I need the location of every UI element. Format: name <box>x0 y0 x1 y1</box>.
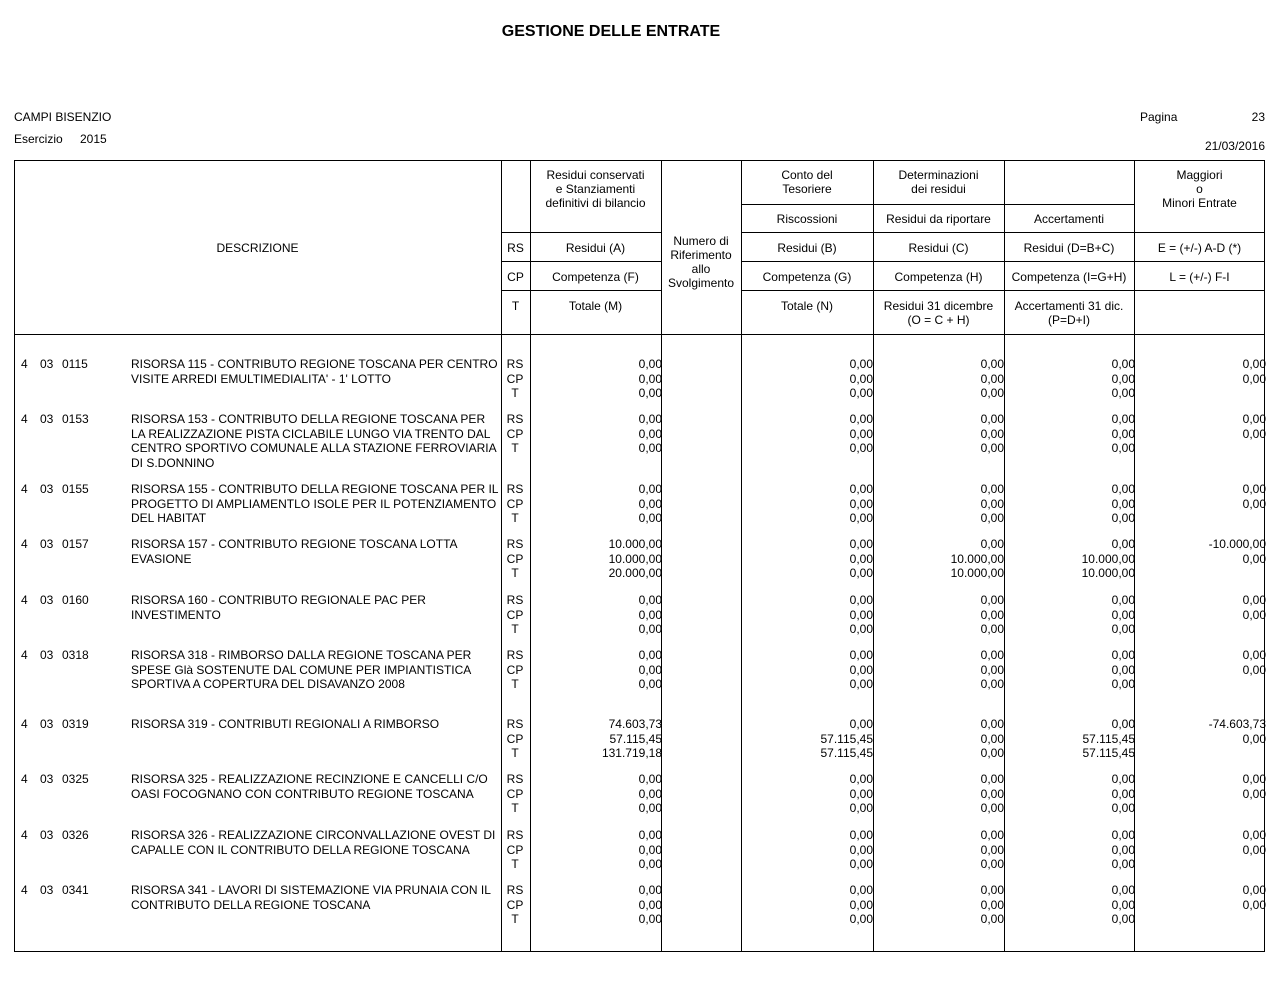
header-numero-line: Riferimento <box>670 248 732 262</box>
row-value-c: 0,00 <box>980 828 1004 842</box>
header-col-c-t-line: Residui 31 dicembre <box>883 299 994 313</box>
row-value-a: 0,00 <box>638 662 662 677</box>
header-col-e-line: o <box>1196 182 1203 196</box>
row-value-d: 0,00 <box>1111 883 1135 897</box>
row-code-titolo: 4 <box>21 772 28 786</box>
row-type-label: T <box>511 441 519 456</box>
row-code-categoria: 03 <box>40 883 54 897</box>
header-col-c-cp: Competenza (H) <box>894 270 983 284</box>
row-value-b: 0,00 <box>849 801 873 816</box>
report-title: GESTIONE DELLE ENTRATE <box>501 23 721 40</box>
row-code-categoria: 03 <box>40 648 54 662</box>
header-col-d-rs: Residui (D=B+C) <box>1023 241 1115 255</box>
row-value-b: 0,00 <box>849 371 873 386</box>
row-code-titolo: 4 <box>21 828 28 842</box>
row-value-a: 0,00 <box>638 357 662 371</box>
row-value-c: 0,00 <box>980 482 1004 496</box>
row-value-b: 0,00 <box>849 842 873 857</box>
row-value-b: 0,00 <box>849 482 873 496</box>
header-numero-riferimento <box>661 234 741 290</box>
row-value-c: 0,00 <box>980 496 1004 511</box>
row-description: RISORSA 341 - LAVORI DI SISTEMAZIONE VIA PRUNAIA CON IL CONTRIBUTO DELLA REGIONE TOSCANA <box>131 883 491 912</box>
header-line <box>741 261 1265 262</box>
row-code-categoria: 03 <box>40 772 54 786</box>
row-value-c: 0,00 <box>980 386 1004 401</box>
row-value-c: 0,00 <box>980 772 1004 786</box>
header-col-d-sub: Accertamenti <box>1033 212 1105 226</box>
row-code-risorsa: 0325 <box>62 772 89 786</box>
row-type-label: CP <box>506 786 524 801</box>
row-code-risorsa: 0341 <box>62 883 89 897</box>
row-code-titolo: 4 <box>21 883 28 897</box>
row-description: RISORSA 155 - CONTRIBUTO DELLA REGIONE TOSCANA PER IL PROGETTO DI AMPLIAMENTLO ISOLE PER IL POTENZIAMENTO DEL HABITAT <box>131 482 499 526</box>
row-value-d: 0,00 <box>1111 371 1135 386</box>
header-line <box>501 261 661 262</box>
row-value-a: 57.115,45 <box>609 731 662 746</box>
row-code-categoria: 03 <box>40 357 54 371</box>
row-type-label: T <box>511 801 519 816</box>
row-type-label: T <box>511 746 519 761</box>
row-code-risorsa: 0153 <box>62 412 89 426</box>
row-value-a: 0,00 <box>638 883 662 897</box>
row-value-a: 0,00 <box>638 441 662 456</box>
row-description: RISORSA 319 - CONTRIBUTI REGIONALI A RIMBORSO <box>131 717 440 731</box>
pagina-number: 23 <box>1251 110 1265 124</box>
header-col-d-t-line: Accertamenti 31 dic. <box>1014 299 1124 313</box>
row-value-a: 0,00 <box>638 607 662 622</box>
row-type-label: T <box>511 622 519 637</box>
row-type-label: CP <box>506 842 524 857</box>
row-value-d: 0,00 <box>1111 912 1135 927</box>
row-value-a: 0,00 <box>638 371 662 386</box>
row-value-c: 0,00 <box>980 593 1004 607</box>
row-value-a: 0,00 <box>638 677 662 692</box>
header-col-c-t <box>873 299 1004 327</box>
row-value-d: 0,00 <box>1111 828 1135 842</box>
header-line <box>741 232 1265 233</box>
row-value-c: 0,00 <box>980 857 1004 872</box>
header-col-b-top <box>741 168 873 196</box>
row-code-risorsa: 0160 <box>62 593 89 607</box>
row-value-b: 0,00 <box>849 441 873 456</box>
row-value-e: 0,00 <box>1242 842 1266 857</box>
row-code-risorsa: 0157 <box>62 537 89 551</box>
row-code-categoria: 03 <box>40 828 54 842</box>
row-value-e: 0,00 <box>1242 883 1266 897</box>
row-value-b: 0,00 <box>849 897 873 912</box>
row-value-b: 0,00 <box>849 511 873 526</box>
row-type-label: T <box>511 677 519 692</box>
row-code-titolo: 4 <box>21 648 28 662</box>
row-value-b: 0,00 <box>849 537 873 551</box>
row-code-titolo: 4 <box>21 412 28 426</box>
row-value-e: -10.000,00 <box>1208 537 1266 551</box>
row-code-risorsa: 0319 <box>62 717 89 731</box>
row-value-c: 0,00 <box>980 746 1004 761</box>
row-value-e: 0,00 <box>1242 496 1266 511</box>
header-col-e-cp: L = (+/-) F-I <box>1169 270 1230 284</box>
row-value-d: 0,00 <box>1111 897 1135 912</box>
row-type-label: RS <box>506 828 524 842</box>
row-value-a: 0,00 <box>638 622 662 637</box>
row-value-a: 0,00 <box>638 496 662 511</box>
row-value-a: 0,00 <box>638 482 662 496</box>
row-code-risorsa: 0326 <box>62 828 89 842</box>
header-col-c-line: dei residui <box>911 182 966 196</box>
row-value-b: 0,00 <box>849 622 873 637</box>
row-value-a: 131.719,18 <box>601 746 662 761</box>
row-value-b: 0,00 <box>849 566 873 581</box>
header-t: T <box>511 299 520 313</box>
header-col-b-sub: Riscossioni <box>776 212 838 226</box>
header-col-b-line: Conto del <box>781 168 833 182</box>
header-col-b-rs: Residui (B) <box>777 241 837 255</box>
row-value-d: 0,00 <box>1111 842 1135 857</box>
row-value-e: 0,00 <box>1242 426 1266 441</box>
row-value-a: 74.603,73 <box>608 717 662 731</box>
row-value-c: 10.000,00 <box>950 566 1004 581</box>
row-value-b: 0,00 <box>849 772 873 786</box>
row-value-a: 0,00 <box>638 801 662 816</box>
row-type-label: T <box>511 857 519 872</box>
row-type-label: T <box>511 912 519 927</box>
header-col-b-cp: Competenza (G) <box>762 270 852 284</box>
row-type-label: RS <box>506 883 524 897</box>
row-value-a: 0,00 <box>638 386 662 401</box>
row-type-label: CP <box>506 426 524 441</box>
row-value-b: 0,00 <box>849 426 873 441</box>
row-value-d: 0,00 <box>1111 593 1135 607</box>
row-value-e: 0,00 <box>1242 551 1266 566</box>
row-value-a: 0,00 <box>638 786 662 801</box>
header-col-a-line: Residui conservati <box>546 168 645 182</box>
row-value-a: 0,00 <box>638 426 662 441</box>
row-value-d: 0,00 <box>1111 357 1135 371</box>
row-type-label: RS <box>506 648 524 662</box>
row-code-titolo: 4 <box>21 717 28 731</box>
esercizio-value: 2015 <box>80 132 107 146</box>
row-value-d: 0,00 <box>1111 607 1135 622</box>
row-value-b: 0,00 <box>849 551 873 566</box>
row-value-d: 57.115,45 <box>1082 731 1135 746</box>
row-type-label: CP <box>506 662 524 677</box>
row-value-b: 0,00 <box>849 357 873 371</box>
row-type-label: RS <box>506 357 524 371</box>
row-type-label: CP <box>506 607 524 622</box>
row-value-a: 0,00 <box>638 897 662 912</box>
row-code-risorsa: 0115 <box>62 357 88 371</box>
row-value-e: 0,00 <box>1242 662 1266 677</box>
esercizio-label: Esercizio <box>14 132 63 146</box>
row-value-d: 0,00 <box>1111 482 1135 496</box>
ente-name: CAMPI BISENZIO <box>14 110 112 124</box>
header-col-e-top <box>1134 168 1265 210</box>
row-value-c: 0,00 <box>980 537 1004 551</box>
row-value-d: 0,00 <box>1111 801 1135 816</box>
header-col-b-line: Tesoriere <box>782 182 832 196</box>
row-value-a: 0,00 <box>638 511 662 526</box>
row-value-c: 0,00 <box>980 622 1004 637</box>
header-rs: RS <box>507 241 524 255</box>
row-value-d: 0,00 <box>1111 662 1135 677</box>
row-value-c: 0,00 <box>980 648 1004 662</box>
row-type-label: RS <box>506 593 524 607</box>
header-col-a-t: Totale (M) <box>568 299 623 313</box>
row-value-e: 0,00 <box>1242 648 1266 662</box>
row-type-label: CP <box>506 551 524 566</box>
header-col-c-top <box>873 168 1004 196</box>
row-value-b: 0,00 <box>849 912 873 927</box>
row-value-d: 0,00 <box>1111 622 1135 637</box>
header-numero-line: Numero di <box>673 234 729 248</box>
row-value-e: 0,00 <box>1242 828 1266 842</box>
header-line <box>501 232 661 233</box>
row-code-titolo: 4 <box>21 357 28 371</box>
row-value-a: 0,00 <box>638 912 662 927</box>
row-type-label: RS <box>506 482 524 496</box>
header-col-a-line: e Stanziamenti <box>555 182 636 196</box>
row-value-c: 0,00 <box>980 426 1004 441</box>
row-value-d: 57.115,45 <box>1082 746 1135 761</box>
row-value-d: 0,00 <box>1111 426 1135 441</box>
row-code-risorsa: 0155 <box>62 482 89 496</box>
row-value-d: 0,00 <box>1111 786 1135 801</box>
row-value-d: 0,00 <box>1111 386 1135 401</box>
row-value-b: 57.115,45 <box>820 731 873 746</box>
header-col-c-line: Determinazioni <box>898 168 979 182</box>
row-value-c: 10.000,00 <box>950 551 1004 566</box>
row-value-e: 0,00 <box>1242 786 1266 801</box>
row-value-d: 0,00 <box>1111 648 1135 662</box>
row-value-e: 0,00 <box>1242 357 1266 371</box>
row-type-label: T <box>511 511 519 526</box>
row-code-risorsa: 0318 <box>62 648 89 662</box>
row-value-c: 0,00 <box>980 731 1004 746</box>
row-value-e: 0,00 <box>1242 897 1266 912</box>
row-value-b: 0,00 <box>849 828 873 842</box>
header-col-c-rs: Residui (C) <box>908 241 969 255</box>
row-code-categoria: 03 <box>40 537 54 551</box>
row-value-c: 0,00 <box>980 441 1004 456</box>
row-value-c: 0,00 <box>980 662 1004 677</box>
row-value-b: 0,00 <box>849 593 873 607</box>
row-value-e: 0,00 <box>1242 593 1266 607</box>
row-description: RISORSA 153 - CONTRIBUTO DELLA REGIONE TOSCANA PER LA REALIZZAZIONE PISTA CICLABILE LUNGO VIA TRENTO DAL CENTRO SPORTIVO COMUNALE ALLA STAZIONE FERROVIARIA DI S.DONNINO <box>131 412 496 470</box>
row-value-b: 0,00 <box>849 496 873 511</box>
header-bottom-line <box>14 334 1265 335</box>
header-line <box>741 204 1134 205</box>
header-col-b-t: Totale (N) <box>780 299 833 313</box>
row-value-d: 0,00 <box>1111 717 1135 731</box>
row-value-c: 0,00 <box>980 607 1004 622</box>
row-value-a: 10.000,00 <box>608 551 662 566</box>
row-value-a: 20.000,00 <box>608 566 662 581</box>
row-value-c: 0,00 <box>980 677 1004 692</box>
row-code-titolo: 4 <box>21 482 28 496</box>
row-value-c: 0,00 <box>980 357 1004 371</box>
header-numero-line: allo <box>691 262 711 276</box>
row-value-d: 0,00 <box>1111 511 1135 526</box>
row-value-c: 0,00 <box>980 717 1004 731</box>
row-value-c: 0,00 <box>980 511 1004 526</box>
pagina-label: Pagina <box>1140 110 1178 124</box>
header-col-a-line: definitivi di bilancio <box>545 196 646 210</box>
row-value-d: 0,00 <box>1111 537 1135 551</box>
header-col-e-line: Maggiori <box>1176 168 1223 182</box>
row-value-b: 0,00 <box>849 717 873 731</box>
row-value-a: 0,00 <box>638 857 662 872</box>
header-descrizione: DESCRIZIONE <box>216 241 299 255</box>
row-value-b: 0,00 <box>849 386 873 401</box>
row-value-c: 0,00 <box>980 897 1004 912</box>
row-value-b: 0,00 <box>849 607 873 622</box>
row-value-c: 0,00 <box>980 786 1004 801</box>
row-value-b: 0,00 <box>849 662 873 677</box>
row-type-label: CP <box>506 731 524 746</box>
header-numero-line: Svolgimento <box>667 276 735 290</box>
header-col-c-t-line: (O = C + H) <box>907 313 970 327</box>
row-value-c: 0,00 <box>980 842 1004 857</box>
row-value-d: 0,00 <box>1111 441 1135 456</box>
row-type-label: RS <box>506 537 524 551</box>
header-col-a-cp: Competenza (F) <box>552 270 639 284</box>
row-type-label: CP <box>506 897 524 912</box>
header-line <box>741 290 1265 291</box>
row-value-a: 0,00 <box>638 593 662 607</box>
header-col-e-line: Minori Entrate <box>1162 196 1237 210</box>
row-value-d: 0,00 <box>1111 412 1135 426</box>
row-code-titolo: 4 <box>21 593 28 607</box>
row-value-e: 0,00 <box>1242 371 1266 386</box>
header-col-e-rs: E = (+/-) A-D (*) <box>1157 241 1242 255</box>
row-description: RISORSA 160 - CONTRIBUTO REGIONALE PAC PER INVESTIMENTO <box>131 593 426 622</box>
row-value-e: 0,00 <box>1242 412 1266 426</box>
row-value-d: 10.000,00 <box>1081 566 1135 581</box>
header-col-d-t <box>1004 299 1134 327</box>
header-col-d-cp: Competenza (I=G+H) <box>1011 270 1127 284</box>
header-col-a-top <box>530 168 661 210</box>
row-type-label: T <box>511 566 519 581</box>
row-value-b: 0,00 <box>849 648 873 662</box>
report-date: 21/03/2016 <box>1204 139 1265 153</box>
row-value-b: 57.115,45 <box>820 746 873 761</box>
row-value-c: 0,00 <box>980 371 1004 386</box>
row-value-c: 0,00 <box>980 412 1004 426</box>
row-type-label: T <box>511 386 519 401</box>
row-code-categoria: 03 <box>40 412 54 426</box>
header-line <box>501 290 661 291</box>
row-value-d: 0,00 <box>1111 677 1135 692</box>
row-description: RISORSA 325 - REALIZZAZIONE RECINZIONE E CANCELLI C/O OASI FOCOGNANO CON CONTRIBUTO REGIONE TOSCANA <box>131 772 488 801</box>
row-description: RISORSA 318 - RIMBORSO DALLA REGIONE TOSCANA PER SPESE Glà SOSTENUTE DAL COMUNE PER IMPIANTISTICA SPORTIVA A COPERTURA DEL DISAVANZO 2008 <box>131 648 472 692</box>
row-value-c: 0,00 <box>980 912 1004 927</box>
row-value-d: 0,00 <box>1111 496 1135 511</box>
row-description: RISORSA 326 - REALIZZAZIONE CIRCONVALLAZIONE OVEST DI CAPALLE CON IL CONTRIBUTO DELLA REGIONE TOSCANA <box>131 828 496 857</box>
row-value-b: 0,00 <box>849 883 873 897</box>
header-col-d-t-line: (P=D+I) <box>1047 313 1090 327</box>
row-type-label: CP <box>506 496 524 511</box>
row-code-categoria: 03 <box>40 717 54 731</box>
row-value-e: 0,00 <box>1242 731 1266 746</box>
row-value-d: 0,00 <box>1111 857 1135 872</box>
row-value-a: 0,00 <box>638 842 662 857</box>
row-type-label: RS <box>506 412 524 426</box>
row-value-c: 0,00 <box>980 883 1004 897</box>
row-value-b: 0,00 <box>849 786 873 801</box>
header-col-a-rs: Residui (A) <box>565 241 626 255</box>
header-cp: CP <box>507 270 524 284</box>
row-value-a: 0,00 <box>638 828 662 842</box>
row-code-categoria: 03 <box>40 482 54 496</box>
row-value-a: 0,00 <box>638 772 662 786</box>
row-value-a: 0,00 <box>638 648 662 662</box>
row-value-b: 0,00 <box>849 857 873 872</box>
row-value-e: -74.603,73 <box>1208 717 1266 731</box>
row-type-label: RS <box>506 717 524 731</box>
row-code-categoria: 03 <box>40 593 54 607</box>
row-value-c: 0,00 <box>980 801 1004 816</box>
row-code-titolo: 4 <box>21 537 28 551</box>
row-value-a: 0,00 <box>638 412 662 426</box>
row-value-d: 0,00 <box>1111 772 1135 786</box>
row-value-b: 0,00 <box>849 677 873 692</box>
row-value-d: 10.000,00 <box>1081 551 1135 566</box>
row-description: RISORSA 157 - CONTRIBUTO REGIONE TOSCANA LOTTA EVASIONE <box>131 537 457 566</box>
row-value-e: 0,00 <box>1242 772 1266 786</box>
header-col-c-sub: Residui da riportare <box>886 212 991 226</box>
row-type-label: RS <box>506 772 524 786</box>
row-value-e: 0,00 <box>1242 607 1266 622</box>
row-type-label: CP <box>506 371 524 386</box>
row-value-b: 0,00 <box>849 412 873 426</box>
row-value-a: 10.000,00 <box>608 537 662 551</box>
row-description: RISORSA 115 - CONTRIBUTO REGIONE TOSCANA PER CENTRO VISITE ARREDI EMULTIMEDIALITA' - 1' LOTTO <box>131 357 498 386</box>
row-value-e: 0,00 <box>1242 482 1266 496</box>
